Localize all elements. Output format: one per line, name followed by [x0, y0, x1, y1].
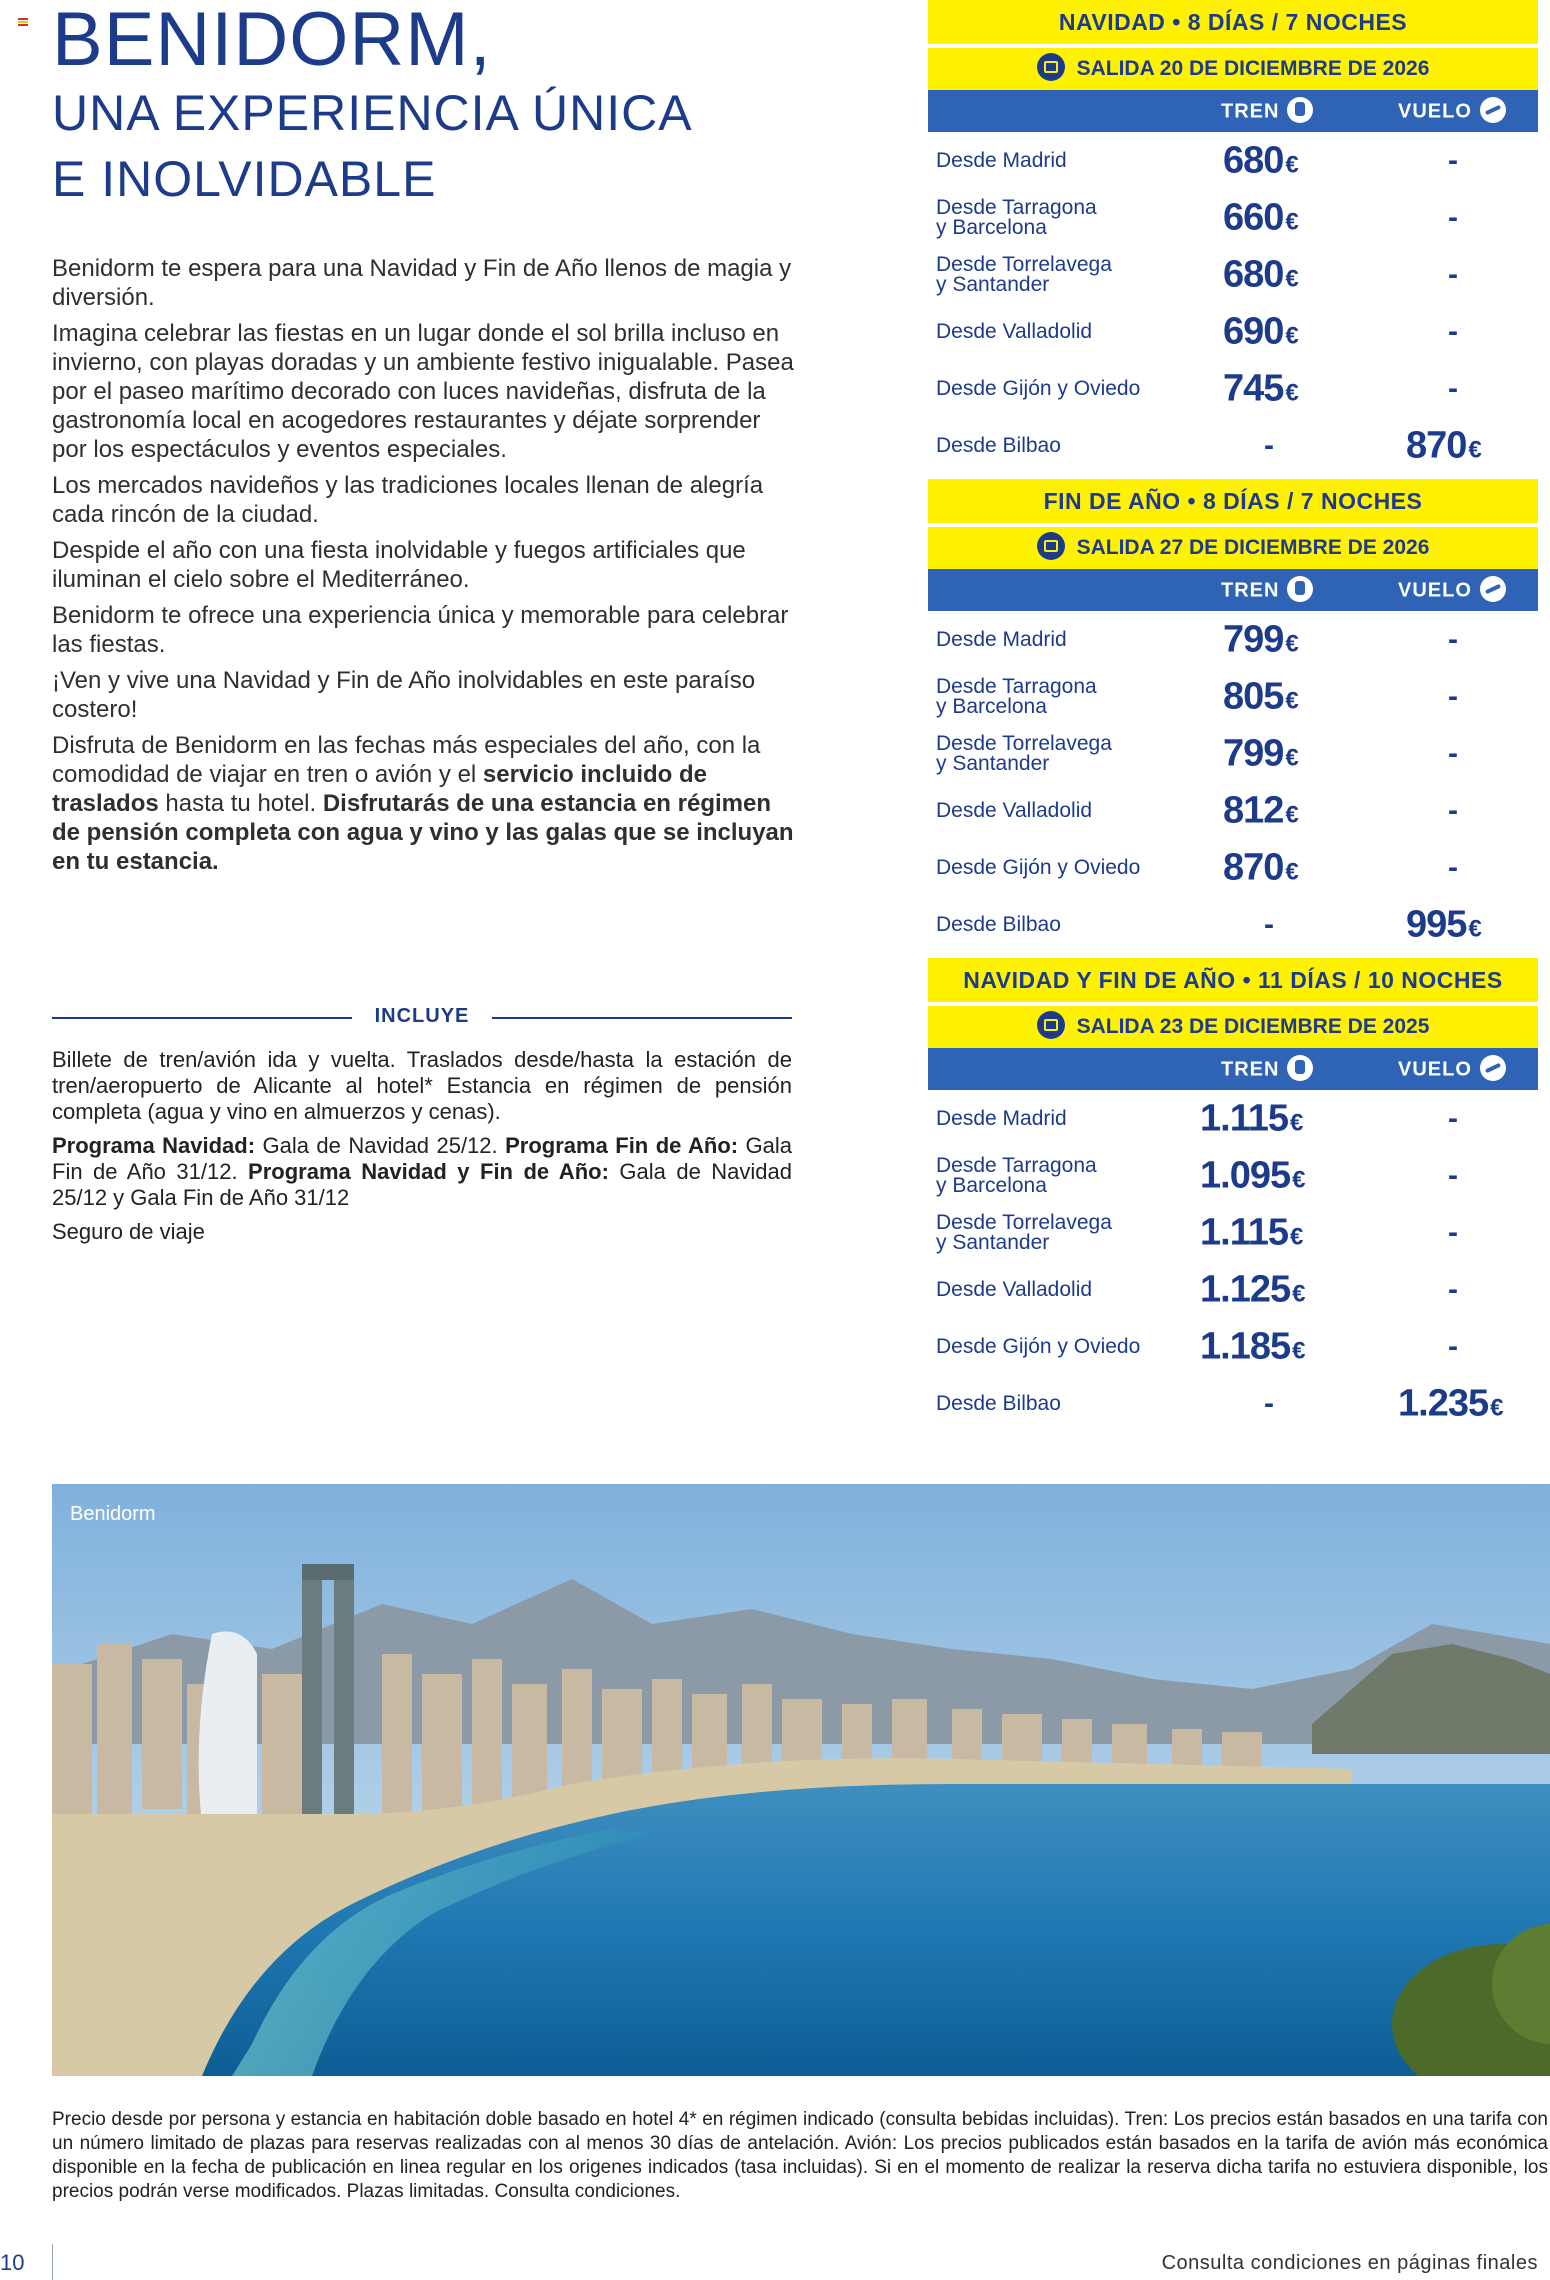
- currency-symbol: €: [1285, 379, 1298, 406]
- intro-bold-span: servicio incluido de traslados: [52, 761, 707, 817]
- program-label: Programa Navidad y Fin de Año:: [248, 1159, 609, 1184]
- train-price: [1200, 1154, 1304, 1197]
- origin-line: y Barcelona: [936, 1173, 1047, 1197]
- train-icon: [1287, 1055, 1313, 1081]
- table-row: [928, 1318, 1538, 1375]
- train-price: [1223, 618, 1298, 661]
- transport-header: [928, 90, 1538, 132]
- plane-price-unavailable: -: [1448, 736, 1458, 770]
- train-price-value: 690: [1223, 310, 1284, 352]
- origin-label: [936, 376, 1166, 400]
- currency-symbol: €: [1285, 744, 1298, 771]
- origin-label: [936, 912, 1166, 936]
- plane-price-unavailable: -: [1448, 257, 1458, 291]
- plane-column-header-label: VUELO: [1398, 579, 1472, 602]
- train-price: [1223, 253, 1298, 296]
- origin-line: Desde Gijón y Oviedo: [936, 855, 1141, 879]
- benidorm-photo: [52, 1484, 1550, 2076]
- train-price-value: 799: [1223, 732, 1284, 774]
- table-row: [928, 668, 1538, 725]
- table-title: NAVIDAD • 8 DÍAS / 7 NOCHES: [928, 0, 1538, 44]
- origin-label: [936, 731, 1166, 775]
- origin-line: Desde Gijón y Oviedo: [936, 376, 1141, 400]
- origin-label: [936, 252, 1166, 296]
- plane-price-unavailable: -: [1448, 1215, 1458, 1249]
- table-title: NAVIDAD Y FIN DE AÑO • 11 DÍAS / 10 NOCHES: [928, 958, 1538, 1002]
- intro-paragraph: Los mercados navideños y las tradiciones locales llenan de alegría cada rincón de la ciudad.: [52, 472, 764, 528]
- footer-divider: [52, 2244, 53, 2280]
- page-title: BENIDORM,: [52, 0, 492, 82]
- origin-label: [936, 1277, 1166, 1301]
- origin-label: [936, 855, 1166, 879]
- train-price-value: 680: [1223, 139, 1284, 181]
- plane-icon: [1480, 1055, 1506, 1081]
- train-price-value: 660: [1223, 196, 1284, 238]
- currency-symbol: €: [1285, 801, 1298, 828]
- table-row: [928, 839, 1538, 896]
- table-row: [928, 725, 1538, 782]
- origin-label: [936, 1391, 1166, 1415]
- origin-label: [936, 627, 1166, 651]
- currency-symbol: €: [1285, 630, 1298, 657]
- intro-paragraph: Imagina celebrar las fiestas en un lugar donde el sol brilla incluso en invierno, con playas doradas y un ambiente festivo inigualable. Pasea por el paseo marítimo decorado con luces navideñas, disfruta de la gastronomía local en acogedores restaurantes y déjate sorprender por los espectáculos y eventos especiales.: [52, 320, 794, 463]
- origin-line: Desde Gijón y Oviedo: [936, 1334, 1141, 1358]
- program-label: Programa Fin de Año:: [505, 1133, 739, 1158]
- disclaimer: Precio desde por persona y estancia en habitación doble basado en hotel 4* en régimen indicado (consulta bebidas incluidas). Tren: Los precios están basados en una tarifa con un número limitado de plazas para reservas realizadas con al menos 30 días de antelación. Avión: Los precios publicados están basados en la tarifa de avión más económica disponible en la fecha de publicación en linea regular en los origenes indicados (tasa incluidas). Si en el momento de realizar la reserva dicha tarifa no estuviera disponible, los precios podrán verse modificados. Plazas limitadas. Consulta condiciones.: [52, 2109, 1548, 2202]
- table-row: [928, 896, 1538, 953]
- footer-note: Consulta condiciones en páginas finales: [1161, 2252, 1538, 2274]
- table-row: [928, 611, 1538, 668]
- departure-date-text: SALIDA 20 DE DICIEMBRE DE 2026: [1076, 57, 1430, 80]
- train-price-value: 812: [1223, 789, 1284, 831]
- origin-line: Desde Tarragona: [936, 1153, 1097, 1177]
- train-price-value: 680: [1223, 253, 1284, 295]
- plane-column-header: [1398, 578, 1506, 604]
- photo-illustration: [52, 1484, 1550, 2076]
- origin-line: y Barcelona: [936, 694, 1047, 718]
- origin-line: Desde Torrelavega: [936, 1210, 1112, 1234]
- spain-flag-icon: [18, 18, 28, 28]
- plane-price-unavailable: -: [1448, 143, 1458, 177]
- program-text: Gala de Navidad 25/12 y Gala Fin de Año 31/12: [52, 1159, 792, 1210]
- train-column-header-label: TREN: [1221, 579, 1280, 602]
- program-text: Gala Fin de Año 31/12.: [52, 1133, 793, 1184]
- origin-line: Desde Bilbao: [936, 1391, 1061, 1415]
- origin-label: [936, 148, 1166, 172]
- train-price: [1223, 789, 1298, 832]
- table-row: [928, 417, 1538, 474]
- incluye-paragraph: Seguro de viaje: [52, 1219, 205, 1244]
- train-price-unavailable: -: [1264, 428, 1274, 462]
- departure-date: [928, 527, 1538, 569]
- currency-symbol: €: [1292, 1280, 1305, 1307]
- intro-text-span: Disfruta de Benidorm en las fechas más especiales del año, con la comodidad de viajar en tren o avión y el: [52, 732, 761, 788]
- train-column-header: [1221, 1057, 1313, 1083]
- currency-symbol: €: [1292, 1166, 1305, 1193]
- calendar-icon: [1037, 1011, 1065, 1039]
- price-table: [928, 958, 1538, 1432]
- origin-label: [936, 319, 1166, 343]
- intro-text: [52, 254, 797, 883]
- table-row: [928, 1261, 1538, 1318]
- intro-text-span: hasta tu hotel.: [158, 790, 323, 817]
- table-row: [928, 1204, 1538, 1261]
- train-price-value: 1.125: [1200, 1268, 1291, 1310]
- plane-column-header: [1398, 1057, 1506, 1083]
- currency-symbol: €: [1292, 1337, 1305, 1364]
- train-price: [1223, 196, 1298, 239]
- departure-date: [928, 1006, 1538, 1048]
- plane-price: [1406, 903, 1481, 946]
- plane-price: [1398, 1382, 1502, 1425]
- origin-label: [936, 1153, 1166, 1197]
- currency-symbol: €: [1290, 1109, 1303, 1136]
- train-column-header: [1221, 578, 1313, 604]
- plane-column-header-label: VUELO: [1398, 1058, 1472, 1081]
- intro-bold-span: Disfrutarás de una estancia en régimen de pensión completa con agua y vino y las galas que se incluyan en tu estancia.: [52, 790, 794, 875]
- transport-header: [928, 569, 1538, 611]
- train-column-header-label: TREN: [1221, 100, 1280, 123]
- intro-paragraph: Benidorm te espera para una Navidad y Fin de Año llenos de magia y diversión.: [52, 255, 792, 311]
- program-text: Gala de Navidad 25/12.: [255, 1133, 506, 1158]
- origin-line: Desde Madrid: [936, 1106, 1067, 1130]
- train-price: [1200, 1211, 1302, 1254]
- plane-price-unavailable: -: [1448, 314, 1458, 348]
- incluye-label: INCLUYE: [374, 1005, 470, 1027]
- origin-line: Desde Madrid: [936, 148, 1067, 172]
- departure-date: [928, 48, 1538, 90]
- currency-symbol: €: [1468, 915, 1481, 942]
- train-price: [1223, 732, 1298, 775]
- train-price-value: 1.185: [1200, 1325, 1291, 1367]
- train-price: [1200, 1325, 1304, 1368]
- page-subtitle: [52, 80, 693, 212]
- origin-line: y Santander: [936, 1230, 1050, 1254]
- origin-line: Desde Valladolid: [936, 1277, 1093, 1301]
- train-price: [1223, 310, 1298, 353]
- currency-symbol: €: [1285, 265, 1298, 292]
- origin-line: Desde Torrelavega: [936, 252, 1112, 276]
- origin-line: Desde Bilbao: [936, 912, 1061, 936]
- table-row: [928, 1147, 1538, 1204]
- table-row: [928, 246, 1538, 303]
- incluye-text: [52, 1047, 792, 1245]
- currency-symbol: €: [1285, 208, 1298, 235]
- train-price-value: 1.115: [1200, 1211, 1288, 1253]
- plane-icon: [1480, 576, 1506, 602]
- plane-price-unavailable: -: [1448, 1272, 1458, 1306]
- intro-paragraph: ¡Ven y vive una Navidad y Fin de Año inolvidables en este paraíso costero!: [52, 667, 756, 723]
- train-icon: [1287, 576, 1313, 602]
- train-price: [1223, 367, 1298, 410]
- origin-line: Desde Tarragona: [936, 195, 1097, 219]
- table-row: [928, 189, 1538, 246]
- table-row: [928, 1375, 1538, 1432]
- train-price: [1200, 1268, 1304, 1311]
- origin-line: Desde Valladolid: [936, 798, 1093, 822]
- train-price: [1223, 675, 1298, 718]
- origin-label: [936, 195, 1166, 239]
- train-price-value: 1.095: [1200, 1154, 1291, 1196]
- photo-caption: Benidorm: [70, 1503, 156, 1525]
- divider: [492, 1017, 792, 1019]
- plane-price-unavailable: -: [1448, 622, 1458, 656]
- currency-symbol: €: [1290, 1223, 1303, 1250]
- plane-price-unavailable: -: [1448, 850, 1458, 884]
- currency-symbol: €: [1285, 687, 1298, 714]
- incluye-section: [52, 1003, 792, 1253]
- page-number: 10: [0, 2250, 25, 2275]
- plane-price-unavailable: -: [1448, 679, 1458, 713]
- origin-line: Desde Bilbao: [936, 433, 1061, 457]
- train-price: [1223, 139, 1298, 182]
- plane-price-value: 995: [1406, 903, 1467, 945]
- origin-label: [936, 1210, 1166, 1254]
- program-label: Programa Navidad:: [52, 1133, 256, 1158]
- train-price-value: 805: [1223, 675, 1284, 717]
- table-row: [928, 782, 1538, 839]
- incluye-paragraph: Billete de tren/avión ida y vuelta. Traslados desde/hasta la estación de tren/aeropuerto de Alicante al hotel* Estancia en régimen de pensión completa (agua y vino en almuerzos y cenas).: [52, 1047, 792, 1124]
- plane-price-unavailable: -: [1448, 200, 1458, 234]
- intro-paragraph: Benidorm te ofrece una experiencia única y memorable para celebrar las fiestas.: [52, 602, 789, 658]
- plane-price-unavailable: -: [1448, 1329, 1458, 1363]
- train-price-value: 745: [1223, 367, 1284, 409]
- price-table: [928, 0, 1538, 474]
- origin-label: [936, 1106, 1166, 1130]
- train-column-header-label: TREN: [1221, 1058, 1280, 1081]
- origin-label: [936, 798, 1166, 822]
- train-price-value: 799: [1223, 618, 1284, 660]
- origin-line: y Barcelona: [936, 215, 1047, 239]
- plane-price-value: 870: [1406, 424, 1467, 466]
- currency-symbol: €: [1285, 322, 1298, 349]
- train-price-unavailable: -: [1264, 907, 1274, 941]
- origin-label: [936, 1334, 1166, 1358]
- subtitle-line-1: UNA EXPERIENCIA ÚNICA: [52, 85, 693, 141]
- plane-price-unavailable: -: [1448, 1158, 1458, 1192]
- plane-price-value: 1.235: [1398, 1382, 1489, 1424]
- departure-date-text: SALIDA 23 DE DICIEMBRE DE 2025: [1076, 1015, 1430, 1038]
- currency-symbol: €: [1490, 1394, 1503, 1421]
- train-price-unavailable: -: [1264, 1386, 1274, 1420]
- calendar-icon: [1037, 532, 1065, 560]
- plane-column-header: [1398, 99, 1506, 125]
- origin-line: Desde Tarragona: [936, 674, 1097, 698]
- origin-line: y Santander: [936, 272, 1050, 296]
- plane-price-unavailable: -: [1448, 371, 1458, 405]
- incluye-header: [52, 1003, 792, 1033]
- currency-symbol: €: [1468, 436, 1481, 463]
- train-price-value: 870: [1223, 846, 1284, 888]
- origin-label: [936, 674, 1166, 718]
- plane-price: [1406, 424, 1481, 467]
- plane-price-unavailable: -: [1448, 1101, 1458, 1135]
- origin-line: Desde Madrid: [936, 627, 1067, 651]
- origin-line: y Santander: [936, 751, 1050, 775]
- plane-price-unavailable: -: [1448, 793, 1458, 827]
- train-price: [1200, 1097, 1302, 1140]
- table-row: [928, 303, 1538, 360]
- table-title: FIN DE AÑO • 8 DÍAS / 7 NOCHES: [928, 479, 1538, 523]
- calendar-icon: [1037, 53, 1065, 81]
- currency-symbol: €: [1285, 151, 1298, 178]
- intro-paragraph: Despide el año con una fiesta inolvidable y fuegos artificiales que iluminan el cielo sobre el Mediterráneo.: [52, 537, 746, 593]
- origin-label: [936, 433, 1166, 457]
- price-table: [928, 479, 1538, 953]
- origin-line: Desde Torrelavega: [936, 731, 1112, 755]
- currency-symbol: €: [1285, 858, 1298, 885]
- table-row: [928, 360, 1538, 417]
- train-price: [1223, 846, 1298, 889]
- plane-icon: [1480, 97, 1506, 123]
- table-row: [928, 132, 1538, 189]
- transport-header: [928, 1048, 1538, 1090]
- intro-paragraph: [52, 731, 797, 876]
- origin-line: Desde Valladolid: [936, 319, 1093, 343]
- train-price-value: 1.115: [1200, 1097, 1288, 1139]
- train-icon: [1287, 97, 1313, 123]
- train-column-header: [1221, 99, 1313, 125]
- plane-column-header-label: VUELO: [1398, 100, 1472, 123]
- incluye-paragraph: [52, 1133, 792, 1211]
- departure-date-text: SALIDA 27 DE DICIEMBRE DE 2026: [1076, 536, 1430, 559]
- subtitle-line-2: E INOLVIDABLE: [52, 151, 437, 207]
- table-row: [928, 1090, 1538, 1147]
